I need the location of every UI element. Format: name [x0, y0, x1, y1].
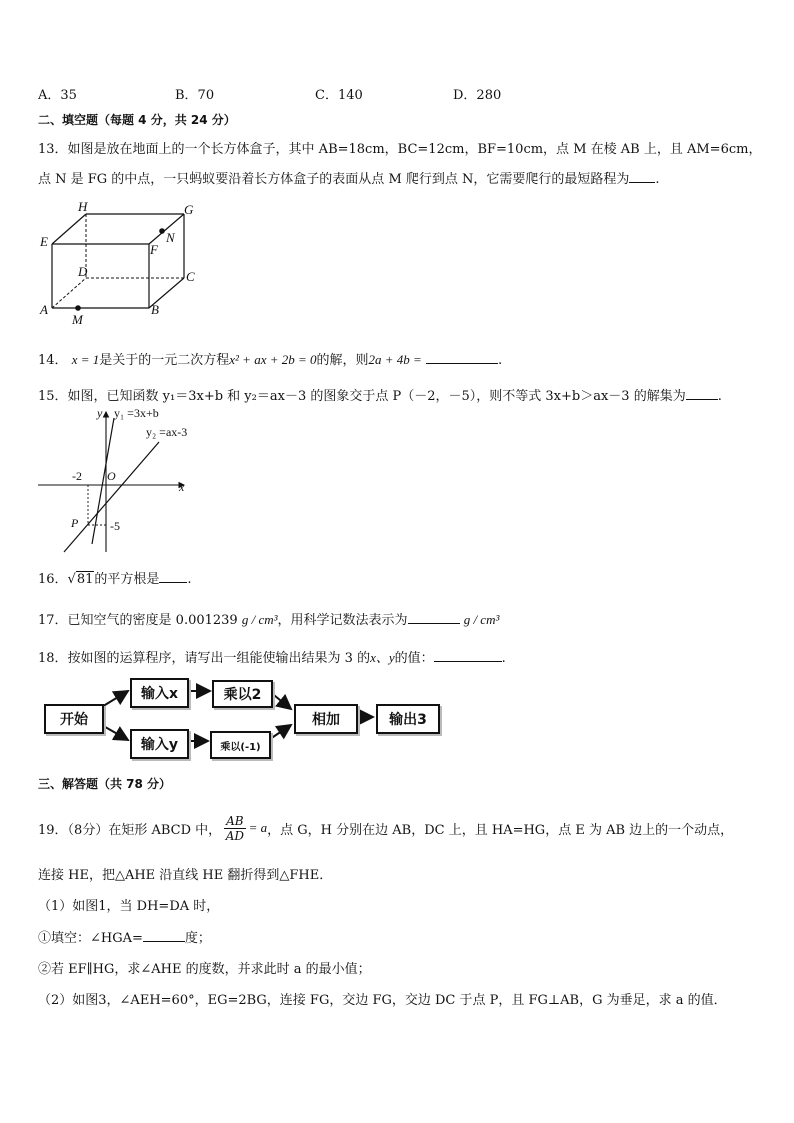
q15-text: 15．如图，已知函数 y₁＝3x+b 和 y₂＝ax－3 的图象交于点 P（－2，－5），则不等式 3x+b＞ax－3 的解集为 [38, 389, 686, 404]
q16-text: 的平方根是 [94, 572, 160, 587]
label-c: C [186, 269, 195, 284]
y-axis-label: y [97, 406, 103, 420]
label-m: M [72, 312, 83, 327]
q15-line [38, 385, 722, 404]
q19-frac-den: AD [225, 828, 245, 843]
q13-line2 [38, 168, 660, 187]
q17-line [38, 609, 499, 628]
q19-sub1-blank [143, 929, 185, 942]
flow-input-x: 输入x [130, 678, 189, 708]
q16-answer-blank [159, 570, 187, 583]
q14-end: . [497, 353, 503, 368]
q17-answer-blank [408, 611, 460, 624]
q13-answer-blank [629, 170, 655, 183]
q17-text: 17．已知空气的密度是 0.001239 [38, 613, 238, 628]
q17-unit: g / cm³ [241, 612, 278, 627]
q19-sub1-post: 度； [184, 931, 211, 946]
origin-label: O [107, 469, 116, 483]
section-2-heading: 二、填空题（每题 4 分，共 24 分） [38, 113, 236, 127]
q19-part1: （1）如图1，当 DH=DA 时， [38, 899, 220, 914]
q14-expression: 2a + 4b = [368, 352, 422, 367]
label-b: B [151, 302, 159, 317]
q17-mid: ，用科学记数法表示为 [277, 613, 408, 628]
line-y2 [64, 442, 159, 552]
q19-fraction [224, 814, 245, 843]
label-y1: y₁ =3x+b [114, 406, 159, 420]
label-g: G [184, 202, 194, 217]
q14-answer-blank [426, 351, 498, 364]
x-axis-label: x [179, 480, 185, 494]
q12-option-a: A．35 [38, 88, 77, 103]
label-d: D [78, 264, 88, 279]
q16-line [38, 568, 192, 587]
q12-option-b: B．70 [175, 88, 215, 103]
q19-line1-rest: ，点 G，H 分别在边 AB，DC 上，且 HA=HG，点 E 为 AB 边上的一个动点， [267, 822, 734, 838]
q19-line1 [38, 812, 733, 844]
q18-end: . [501, 651, 506, 666]
q14-root: x = 1 [71, 352, 100, 367]
q18-vars: x、y [370, 650, 395, 665]
q18-text: 18．按如图的运算程序，请写出一组能使输出结果为 3 的 [38, 651, 371, 666]
label-a: A [40, 302, 48, 317]
q15-answer-blank [686, 387, 718, 400]
flow-times-2: 乘以2 [212, 680, 273, 708]
section-3-heading: 三、解答题（共 78 分） [38, 777, 172, 791]
q16-end: . [187, 572, 192, 587]
flow-input-y: 输入y [130, 729, 189, 759]
q18-line [38, 647, 506, 666]
tick-neg2: -2 [72, 469, 82, 483]
q18-mid: 的值： [394, 651, 434, 666]
linear-functions-graph [34, 404, 194, 556]
q12-option-c: C．140 [315, 88, 363, 103]
point-p-label: P [71, 516, 79, 530]
q19-frac-rhs: = a [248, 820, 268, 835]
flowchart [38, 674, 438, 764]
q19-sub2: ②若 EF∥HG，求∠AHE 的度数，并求此时 a 的最小值； [38, 962, 371, 977]
q14-text2: 的解，则 [316, 353, 369, 368]
q18-answer-blank [434, 649, 502, 662]
cuboid-figure [34, 196, 204, 331]
q16-number: 16． [38, 572, 68, 587]
q13-line1: 13．如图是放在地面上的一个长方体盒子，其中 AB=18cm，BC=12cm，BF=10cm，点 M 在棱 AB 上，且 AM=6cm， [38, 142, 762, 157]
q15-end: . [717, 389, 722, 404]
q19-intro: 19．（8分）在矩形 ABCD 中， [38, 822, 222, 838]
q17-unit2: g / cm³ [463, 612, 500, 627]
q14-text: 是关于的一元二次方程 [99, 353, 230, 368]
point-n-dot [159, 228, 165, 234]
q19-line2: 连接 HE，把△AHE 沿直线 HE 翻折得到△FHE． [38, 868, 333, 883]
label-n: N [166, 230, 175, 245]
flow-times-neg1: 乘以(-1) [210, 731, 271, 759]
label-f: F [150, 242, 158, 257]
q12-option-d: D．280 [453, 88, 502, 103]
flow-add: 相加 [294, 704, 358, 734]
q19-frac-num: AB [226, 813, 244, 828]
q14-equation: x² + ax + 2b = 0 [229, 352, 317, 367]
tick-neg5: -5 [110, 519, 120, 533]
point-m-dot [75, 305, 81, 311]
flow-start: 开始 [44, 704, 104, 734]
q19-sub1 [38, 927, 211, 946]
label-y2: y₂ =ax-3 [146, 425, 188, 439]
q13-end: . [655, 172, 660, 187]
label-e: E [40, 234, 48, 249]
q13-line2-text: 点 N 是 FG 的中点，一只蚂蚁要沿着长方体盒子的表面从点 M 爬行到点 N，它需要爬行的最短路程为 [38, 172, 630, 187]
q19-sub1-text: ①填空：∠HGA= [38, 931, 143, 946]
sqrt-sign: √ [67, 572, 76, 587]
q14-line [38, 349, 502, 368]
q19-part2: （2）如图3，∠AEH=60°，EG=2BG，连接 FG，交边 FG，交边 DC 于点 P，且 FG⊥AB，G 为垂足，求 a 的值． [38, 993, 727, 1008]
flow-output: 输出3 [376, 704, 440, 734]
label-h: H [78, 199, 88, 214]
q14-number: 14． [38, 353, 68, 368]
q16-radicand: 81 [76, 572, 94, 587]
